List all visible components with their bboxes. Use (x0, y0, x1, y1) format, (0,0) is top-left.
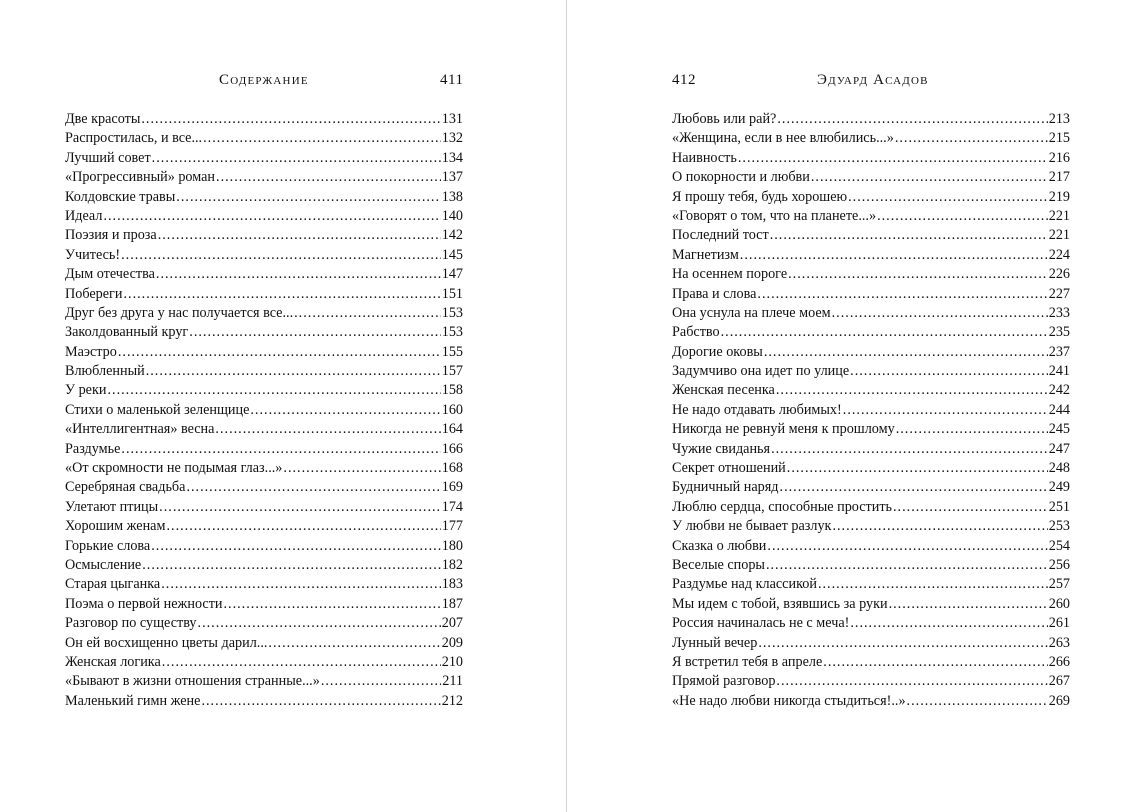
toc-entry-page: 187 (441, 595, 463, 612)
toc-entry-title: Влюбленный (65, 363, 145, 380)
toc-leader-dots (758, 634, 1047, 653)
toc-entry-title: Я прошу тебя, будь хорошею (672, 188, 848, 205)
toc-leader-dots (161, 575, 441, 594)
toc-leader-dots (121, 440, 440, 459)
toc-entry-page: 169 (441, 479, 463, 496)
toc-entry (65, 459, 463, 478)
toc-leader-dots (788, 265, 1048, 284)
toc-entry (672, 595, 1070, 614)
toc-entry-title: Распростилась, и все... (65, 130, 203, 147)
toc-leader-dots (776, 672, 1047, 691)
toc-entry-title: Россия начиналась не с меча! (672, 615, 850, 632)
toc-entry-title: Люблю сердца, способные простить (672, 498, 892, 515)
toc-entry-page: 247 (1048, 440, 1070, 457)
toc-entry (672, 556, 1070, 575)
toc-entry (672, 653, 1070, 672)
toc-entry-title: Задумчиво она идет по улице (672, 363, 850, 380)
toc-leader-dots (770, 226, 1048, 245)
toc-leader-dots (198, 614, 441, 633)
toc-leader-dots (268, 634, 440, 653)
toc-entry-page: 209 (441, 634, 463, 651)
toc-entry-page: 267 (1048, 673, 1070, 690)
toc-entry-page: 221 (1048, 227, 1070, 244)
toc-leader-dots (895, 129, 1048, 148)
toc-entry (65, 517, 463, 536)
page-number: 411 (440, 72, 464, 88)
toc-entry-page: 244 (1048, 401, 1070, 418)
toc-leader-dots (121, 246, 441, 265)
toc-entry-title: О покорности и любви (672, 169, 810, 186)
toc-entry-title: Она уснула на плече моем (672, 304, 831, 321)
toc-entry (65, 226, 463, 245)
toc-entry-title: Улетают птицы (65, 498, 159, 515)
toc-entry (65, 595, 463, 614)
toc-entry (65, 420, 463, 439)
toc-entry (65, 381, 463, 400)
toc-entry-page: 221 (1048, 207, 1070, 224)
toc-entry-page: 254 (1048, 537, 1070, 554)
toc-entry-page: 153 (441, 304, 463, 321)
toc-entry-title: Заколдованный круг (65, 324, 189, 341)
toc-entry-page: 249 (1048, 479, 1070, 496)
toc-entry-page: 211 (442, 673, 463, 690)
toc-entry-page: 241 (1048, 363, 1070, 380)
toc-leader-dots (757, 285, 1047, 304)
toc-leader-dots (215, 420, 440, 439)
toc-leader-dots (787, 459, 1048, 478)
toc-leader-dots (738, 149, 1048, 168)
toc-leader-dots (771, 440, 1048, 459)
toc-entry (672, 537, 1070, 556)
toc-entry-page: 166 (441, 440, 463, 457)
toc-entry-page: 210 (441, 653, 463, 670)
toc-entry-title: Рабство (672, 324, 720, 341)
toc-entry (65, 246, 463, 265)
toc-entry (672, 343, 1070, 362)
toc-entry-page: 237 (1048, 343, 1070, 360)
toc-entry (672, 226, 1070, 245)
toc-leader-dots (896, 420, 1048, 439)
toc-entry-page: 245 (1048, 421, 1070, 438)
toc-entry-title: Дорогие оковы (672, 343, 763, 360)
toc-entry-page: 213 (1048, 111, 1070, 127)
toc-entry (672, 692, 1070, 711)
toc-entry-title: Раздумье над классикой (672, 576, 817, 593)
toc-entry-title: Колдовские травы (65, 188, 176, 205)
toc-entry-title: «Не надо любви никогда стыдиться!..» (672, 692, 906, 709)
toc-entry-title: «Говорят о том, что на планете...» (672, 207, 877, 224)
toc-entry (672, 304, 1070, 323)
toc-leader-dots (721, 323, 1048, 342)
toc-leader-dots (777, 110, 1047, 129)
toc-leader-dots (776, 381, 1048, 400)
toc-entry-page: 207 (441, 615, 463, 632)
toc-leader-dots (740, 246, 1048, 265)
toc-entry (672, 672, 1070, 691)
toc-entry-title: Побереги (65, 285, 123, 302)
right-page (567, 0, 1141, 812)
toc-entry (672, 381, 1070, 400)
toc-entry-title: Прямой разговор (672, 673, 776, 690)
toc-entry (672, 517, 1070, 536)
toc-entry-page: 142 (441, 227, 463, 244)
toc-entry-title: Поэзия и проза (65, 227, 157, 244)
toc-leader-dots (848, 188, 1048, 207)
running-head-title: Содержание (219, 72, 309, 88)
toc-entry (672, 110, 1070, 129)
toc-entry-page: 224 (1048, 246, 1070, 263)
toc-entry (672, 575, 1070, 594)
toc-leader-dots (103, 207, 440, 226)
toc-entry (65, 556, 463, 575)
toc-entry-page: 253 (1048, 518, 1070, 535)
toc-entry-title: Лучший совет (65, 149, 151, 166)
toc-entry-page: 183 (441, 576, 463, 593)
toc-entry (672, 188, 1070, 207)
toc-entry (65, 188, 463, 207)
toc-entry-title: Дым отечества (65, 266, 155, 283)
toc-entry (65, 498, 463, 517)
toc-entry-page: 147 (441, 266, 463, 283)
toc-entry-title: Маленький гимн жене (65, 692, 201, 709)
running-head-author: Эдуард Асадов (817, 72, 929, 88)
toc-entry (672, 207, 1070, 226)
toc-entry-page: 164 (441, 421, 463, 438)
toc-entry (65, 362, 463, 381)
toc-entry-title: Раздумье (65, 440, 121, 457)
toc-entry-title: Магнетизм (672, 246, 739, 263)
toc-entry-title: У любви не бывает разлук (672, 518, 832, 535)
toc-entry-title: «Бывают в жизни отношения странные...» (65, 673, 320, 690)
toc-entry (65, 614, 463, 633)
toc-entry-page: 131 (441, 111, 463, 127)
toc-entry-page: 266 (1048, 653, 1070, 670)
toc-leader-dots (832, 304, 1048, 323)
toc-leader-dots (176, 188, 440, 207)
toc-entry-title: Будничный наряд (672, 479, 779, 496)
toc-leader-dots (123, 285, 440, 304)
toc-entry-page: 138 (441, 188, 463, 205)
toc-entry (672, 478, 1070, 497)
toc-entry-page: 153 (441, 324, 463, 341)
toc-entry-page: 256 (1048, 556, 1070, 573)
toc-entry (672, 265, 1070, 284)
toc-entry-page: 233 (1048, 304, 1070, 321)
toc-entry-page: 217 (1048, 169, 1070, 186)
toc-entry (672, 440, 1070, 459)
toc-entry-page: 242 (1048, 382, 1070, 399)
toc-leader-dots (151, 537, 440, 556)
toc-entry-page: 137 (441, 169, 463, 186)
toc-entry-page: 168 (441, 460, 463, 477)
toc-entry (672, 614, 1070, 633)
toc-entry (65, 285, 463, 304)
toc-entry-title: Мы идем с тобой, взявшись за руки (672, 595, 888, 612)
toc-entry-title: Веселые споры (672, 556, 765, 573)
toc-entry-page: 155 (441, 343, 463, 360)
toc-entry-title: На осеннем пороге (672, 266, 788, 283)
toc-leader-dots (818, 575, 1048, 594)
toc-entry-page: 182 (441, 556, 463, 573)
toc-entry (672, 168, 1070, 187)
toc-entry-page: 174 (441, 498, 463, 515)
toc-entry-title: Идеал (65, 207, 103, 224)
toc-entry-page: 134 (441, 149, 463, 166)
toc-entry-title: Стихи о маленькой зеленщице (65, 401, 250, 418)
toc-entry-title: Не надо отдавать любимых! (672, 401, 842, 418)
toc-leader-dots (107, 381, 440, 400)
toc-entry-title: Женская песенка (672, 382, 775, 399)
toc-entry-page: 263 (1048, 634, 1070, 651)
toc-leader-dots (186, 478, 440, 497)
toc-entry-title: «Женщина, если в нее влюбились...» (672, 130, 894, 147)
toc-entry-page: 227 (1048, 285, 1070, 302)
toc-entry-title: Любовь или рай? (672, 111, 777, 127)
toc-leader-dots (216, 168, 441, 187)
toc-entry-title: Права и слова (672, 285, 757, 302)
toc-entry-title: Он ей восхищенно цветы дарил... (65, 634, 268, 651)
toc-leader-dots (907, 692, 1048, 711)
toc-entry (672, 246, 1070, 265)
toc-entry (65, 401, 463, 420)
toc-entry-title: Я встретил тебя в апреле (672, 653, 823, 670)
toc-entry-page: 226 (1048, 266, 1070, 283)
toc-entry-title: Сказка о любви (672, 537, 767, 554)
toc-entry-title: Женская логика (65, 653, 161, 670)
toc-leader-dots (166, 517, 440, 536)
toc-leader-dots (283, 459, 440, 478)
toc-leader-dots (250, 401, 440, 420)
toc-leader-dots (189, 323, 440, 342)
toc-entry (65, 343, 463, 362)
toc-leader-dots (811, 168, 1048, 187)
toc-entry-page: 157 (441, 363, 463, 380)
toc-entry (672, 401, 1070, 420)
toc-leader-dots (767, 537, 1047, 556)
toc-leader-dots (201, 692, 440, 711)
left-page (0, 0, 566, 812)
toc-entry-page: 251 (1048, 498, 1070, 515)
toc-entry (672, 285, 1070, 304)
toc-entry-title: Поэма о первой нежности (65, 595, 223, 612)
toc-leader-dots (780, 478, 1048, 497)
toc-leader-dots (159, 498, 441, 517)
toc-leader-dots (843, 401, 1048, 420)
toc-entry-title: «Интеллигентная» весна (65, 421, 215, 438)
toc-leader-dots (889, 595, 1048, 614)
toc-entry (672, 498, 1070, 517)
toc-entry-page: 180 (441, 537, 463, 554)
toc-entry (65, 265, 463, 284)
toc-entry (672, 459, 1070, 478)
toc-entry-title: Осмысление (65, 556, 142, 573)
toc-entry-page: 212 (441, 692, 463, 709)
toc-entry (65, 672, 463, 691)
toc-entry-title: Друг без друга у нас получается все... (65, 304, 294, 321)
toc-entry-title: Лунный вечер (672, 634, 758, 651)
toc-entry (65, 440, 463, 459)
toc-entry-page: 216 (1048, 149, 1070, 166)
toc-entry (65, 207, 463, 226)
toc-entry (672, 323, 1070, 342)
toc-entry-title: Маэстро (65, 343, 117, 360)
toc-entry-page: 269 (1048, 692, 1070, 709)
toc-entry (65, 575, 463, 594)
toc-leader-dots (142, 556, 441, 575)
toc-entry (65, 168, 463, 187)
toc-entry (65, 129, 463, 148)
toc-entry (672, 634, 1070, 653)
toc-entry (672, 149, 1070, 168)
toc-entry-page: 248 (1048, 460, 1070, 477)
toc-leader-dots (832, 517, 1047, 536)
toc-leader-dots (223, 595, 440, 614)
table-of-contents (65, 110, 463, 711)
toc-entry-page: 145 (441, 246, 463, 263)
toc-leader-dots (146, 362, 441, 381)
toc-entry (65, 149, 463, 168)
toc-entry (65, 653, 463, 672)
toc-leader-dots (764, 343, 1048, 362)
toc-leader-dots (118, 343, 441, 362)
toc-entry-page: 140 (441, 207, 463, 224)
toc-leader-dots (141, 110, 440, 129)
toc-entry-title: Чужие свиданья (672, 440, 771, 457)
toc-entry-title: Наивность (672, 149, 737, 166)
toc-entry-page: 219 (1048, 188, 1070, 205)
toc-entry (672, 362, 1070, 381)
toc-leader-dots (158, 226, 441, 245)
toc-entry-page: 177 (441, 518, 463, 535)
toc-leader-dots (203, 129, 441, 148)
toc-entry-title: Две красоты (65, 111, 141, 127)
toc-entry (65, 634, 463, 653)
toc-entry-page: 257 (1048, 576, 1070, 593)
toc-entry-page: 158 (441, 382, 463, 399)
toc-leader-dots (823, 653, 1047, 672)
toc-leader-dots (294, 304, 441, 323)
toc-entry-page: 132 (441, 130, 463, 147)
toc-entry (65, 478, 463, 497)
toc-entry (65, 323, 463, 342)
toc-leader-dots (877, 207, 1048, 226)
toc-leader-dots (850, 614, 1047, 633)
toc-entry-title: Никогда не ревнуй меня к прошлому (672, 421, 895, 438)
toc-entry-page: 151 (441, 285, 463, 302)
toc-entry-page: 215 (1048, 130, 1070, 147)
toc-entry-title: Разговор по существу (65, 615, 197, 632)
toc-entry-title: «Прогрессивный» роман (65, 169, 216, 186)
toc-leader-dots (850, 362, 1048, 381)
toc-entry-title: Последний тост (672, 227, 769, 244)
toc-leader-dots (893, 498, 1048, 517)
table-of-contents (672, 110, 1070, 711)
toc-entry (65, 692, 463, 711)
toc-entry-page: 260 (1048, 595, 1070, 612)
toc-entry-title: Серебряная свадьба (65, 479, 186, 496)
toc-leader-dots (321, 672, 441, 691)
toc-leader-dots (162, 653, 441, 672)
toc-entry-title: «От скромности не подымая глаз...» (65, 460, 283, 477)
toc-entry-page: 235 (1048, 324, 1070, 341)
toc-entry-title: Учитесь! (65, 246, 121, 263)
toc-entry-title: Секрет отношений (672, 460, 786, 477)
toc-leader-dots (766, 556, 1048, 575)
toc-entry (672, 420, 1070, 439)
toc-leader-dots (156, 265, 441, 284)
toc-entry (672, 129, 1070, 148)
toc-entry-title: У реки (65, 382, 107, 399)
toc-entry-page: 160 (441, 401, 463, 418)
toc-entry-page: 261 (1048, 615, 1070, 632)
toc-entry-title: Горькие слова (65, 537, 151, 554)
toc-leader-dots (152, 149, 441, 168)
toc-entry (65, 110, 463, 129)
toc-entry (65, 537, 463, 556)
toc-entry-title: Хорошим женам (65, 518, 166, 535)
toc-entry (65, 304, 463, 323)
page-number: 412 (672, 72, 696, 88)
toc-entry-title: Старая цыганка (65, 576, 161, 593)
